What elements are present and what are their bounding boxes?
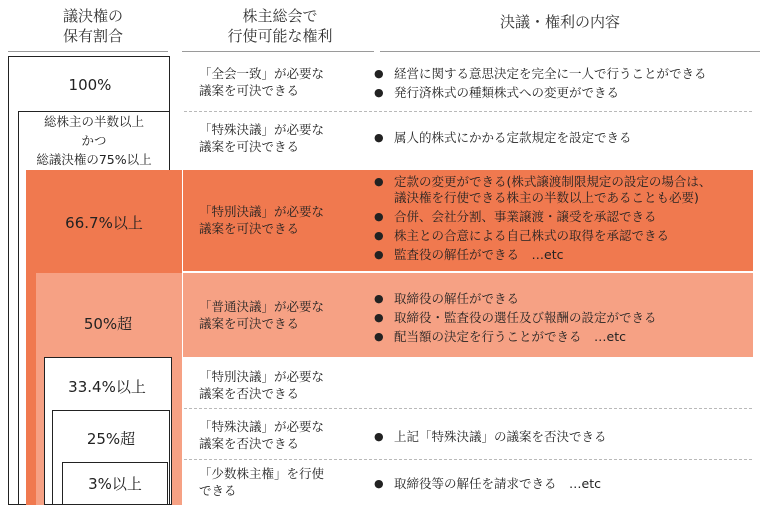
list-item: ● 合併、会社分割、事業譲渡・譲受を承認できる	[372, 209, 764, 225]
level-label: 100%	[68, 76, 112, 94]
content-list	[372, 64, 762, 102]
level-label: 総株主の半数以上 かつ 総議決権の75%以上	[36, 114, 152, 167]
content-list	[372, 475, 762, 492]
header-underline-1	[8, 51, 168, 52]
content-list	[372, 291, 762, 345]
list-item: ● 上記「特殊決議」の議案を否決できる	[372, 428, 762, 445]
list-item: ● 属人的株式にかかる定款規定を設定できる	[372, 129, 762, 146]
header-ownership-line2: 保有割合	[62, 27, 123, 45]
list-item: ● 発行済株式の種類株式への変更ができる	[372, 83, 762, 102]
level-label: 50%超	[83, 315, 133, 333]
row-divider	[184, 111, 752, 112]
header-rights	[195, 6, 365, 46]
right-text: 「普通決議」が必要な 議案を可決できる	[199, 299, 325, 331]
right-text: 「全会一致」が必要な 議案を可決できる	[199, 66, 325, 98]
row-divider	[184, 408, 752, 409]
header-underline-3	[380, 51, 760, 52]
list-item: ● 取締役の解任ができる	[372, 291, 762, 307]
list-item: ● 経営に関する意思決定を完全に一人で行うことができる	[372, 64, 762, 83]
header-ownership-line1: 議決権の	[62, 7, 123, 25]
level-label: 3%以上	[88, 475, 142, 493]
list-item: ● 監査役の解任ができる …etc	[372, 247, 764, 263]
content-list	[372, 428, 762, 445]
header-content: 決議・権利の内容	[499, 13, 620, 31]
header-underline-2	[182, 51, 374, 52]
right-text: 「特別決議」が必要な 議案を可決できる	[199, 204, 325, 236]
list-item: ● 定款の変更ができる(株式譲渡制限規定の設定の場合は、 議決権を行使できる株主の半数以上であることも必要)	[372, 174, 764, 206]
list-item: ● 取締役等の解任を請求できる …etc	[372, 475, 762, 492]
row-divider	[184, 459, 752, 460]
content-list	[372, 129, 762, 146]
level-label: 66.7%以上	[65, 214, 143, 232]
list-item: ● 株主との合意による自己株式の取得を承認できる	[372, 228, 764, 244]
list-item: ● 配当額の決定を行うことができる …etc	[372, 329, 762, 345]
level-label: 25%超	[86, 430, 136, 448]
right-text: 「特殊決議」が必要な 議案を可決できる	[199, 122, 325, 154]
right-text: 「少数株主権」を行使 できる	[199, 466, 325, 498]
right-text: 「特別決議」が必要な 議案を否決できる	[199, 369, 325, 401]
level-label: 33.4%以上	[68, 378, 146, 396]
list-item: ● 取締役・監査役の選任及び報酬の設定ができる	[372, 310, 762, 326]
right-text: 「特殊決議」が必要な 議案を否決できる	[199, 419, 325, 451]
header-ownership	[28, 6, 158, 46]
header-rights-line2: 行使可能な権利	[227, 27, 333, 45]
content-list	[372, 174, 764, 263]
header-rights-line1: 株主総会で	[242, 7, 318, 25]
